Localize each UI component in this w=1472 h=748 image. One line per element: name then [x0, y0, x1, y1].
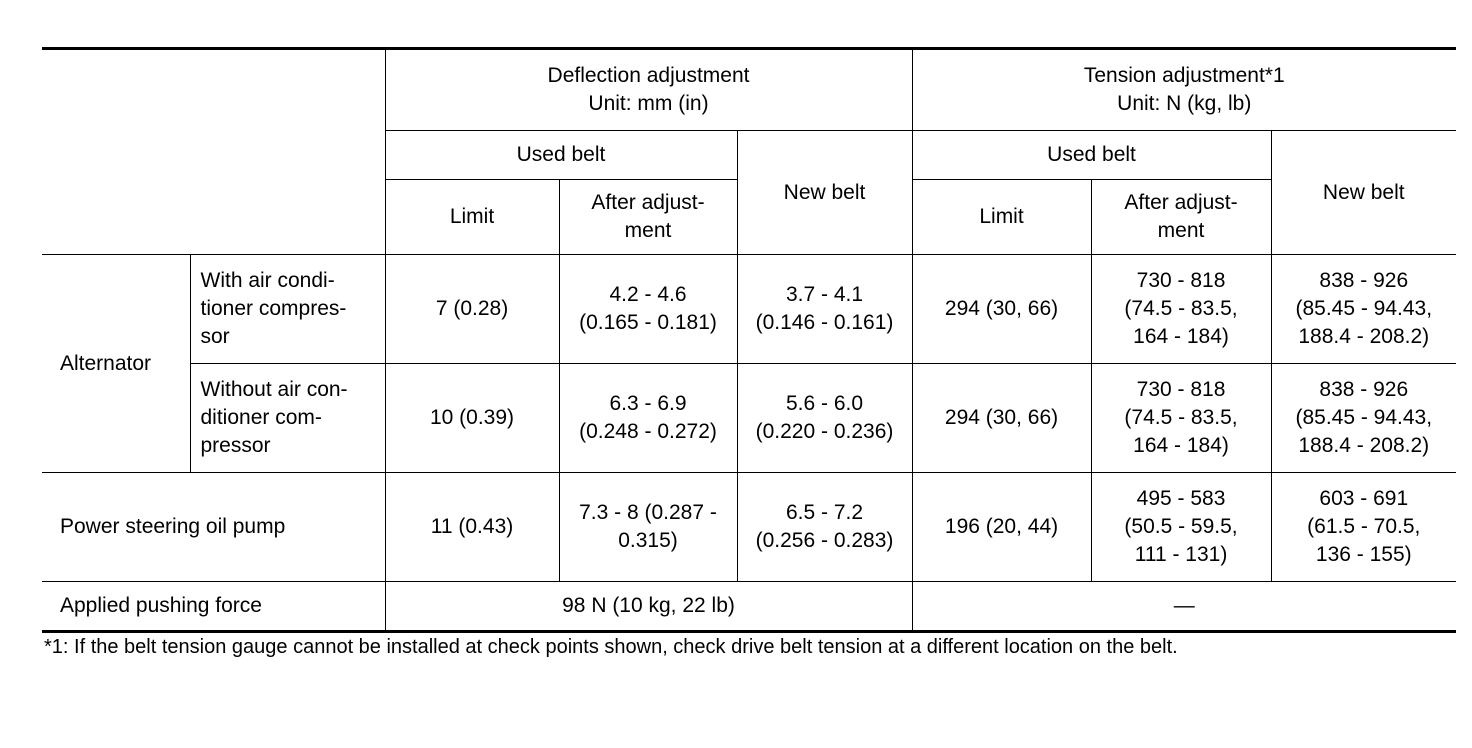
power-steering-deflection-after: 7.3 - 8 (0.287 - 0.315)	[559, 473, 737, 582]
belt-spec-table-container	[42, 47, 1456, 633]
with-ac-deflection-after: 4.2 - 4.6 (0.165 - 0.181)	[559, 255, 737, 364]
deflection-new-belt-header: New belt	[737, 131, 912, 255]
power-steering-deflection-limit: 11 (0.43)	[385, 473, 559, 582]
pushing-force-deflection-value: 98 N (10 kg, 22 lb)	[385, 582, 912, 632]
without-ac-deflection-limit: 10 (0.39)	[385, 364, 559, 473]
footnote: *1: If the belt tension gauge cannot be installed at check points shown, check drive belt tension at a different location on the belt.	[44, 636, 1178, 658]
with-ac-tension-limit: 294 (30, 66)	[912, 255, 1091, 364]
deflection-limit-header: Limit	[385, 180, 559, 255]
pushing-force-label: Applied pushing force	[42, 582, 385, 632]
power-steering-tension-new: 603 - 691 (61.5 - 70.5, 136 - 155)	[1271, 473, 1456, 582]
with-ac-deflection-new: 3.7 - 4.1 (0.146 - 0.161)	[737, 255, 912, 364]
without-ac-label: Without air con- ditioner com- pressor	[190, 364, 385, 473]
deflection-after-adjustment-header: After adjust- ment	[559, 180, 737, 255]
tension-limit-header: Limit	[912, 180, 1091, 255]
tension-used-belt-header: Used belt	[912, 131, 1271, 180]
power-steering-label: Power steering oil pump	[42, 473, 385, 582]
alternator-label: Alternator	[42, 255, 190, 473]
power-steering-tension-after: 495 - 583 (50.5 - 59.5, 111 - 131)	[1091, 473, 1271, 582]
without-ac-deflection-new: 5.6 - 6.0 (0.220 - 0.236)	[737, 364, 912, 473]
without-ac-tension-limit: 294 (30, 66)	[912, 364, 1091, 473]
power-steering-deflection-new: 6.5 - 7.2 (0.256 - 0.283)	[737, 473, 912, 582]
without-ac-tension-after: 730 - 818 (74.5 - 83.5, 164 - 184)	[1091, 364, 1271, 473]
deflection-used-belt-header: Used belt	[385, 131, 737, 180]
tension-adjustment-header: Tension adjustment*1 Unit: N (kg, lb)	[912, 49, 1456, 131]
with-ac-tension-after: 730 - 818 (74.5 - 83.5, 164 - 184)	[1091, 255, 1271, 364]
with-ac-tension-new: 838 - 926 (85.45 - 94.43, 188.4 - 208.2)	[1271, 255, 1456, 364]
without-ac-tension-new: 838 - 926 (85.45 - 94.43, 188.4 - 208.2)	[1271, 364, 1456, 473]
tension-new-belt-header: New belt	[1271, 131, 1456, 255]
table-row-power-steering	[42, 473, 1456, 582]
belt-spec-table	[42, 47, 1456, 633]
with-ac-label: With air condi- tioner compres- sor	[190, 255, 385, 364]
table-row-alternator-with-ac	[42, 255, 1456, 364]
table-row-pushing-force	[42, 582, 1456, 632]
header-row-1	[42, 49, 1456, 131]
with-ac-deflection-limit: 7 (0.28)	[385, 255, 559, 364]
power-steering-tension-limit: 196 (20, 44)	[912, 473, 1091, 582]
header-corner-cell	[42, 49, 385, 255]
tension-after-adjustment-header: After adjust- ment	[1091, 180, 1271, 255]
deflection-adjustment-header: Deflection adjustment Unit: mm (in)	[385, 49, 912, 131]
table-row-alternator-without-ac	[42, 364, 1456, 473]
without-ac-deflection-after: 6.3 - 6.9 (0.248 - 0.272)	[559, 364, 737, 473]
pushing-force-tension-value: —	[912, 582, 1456, 632]
